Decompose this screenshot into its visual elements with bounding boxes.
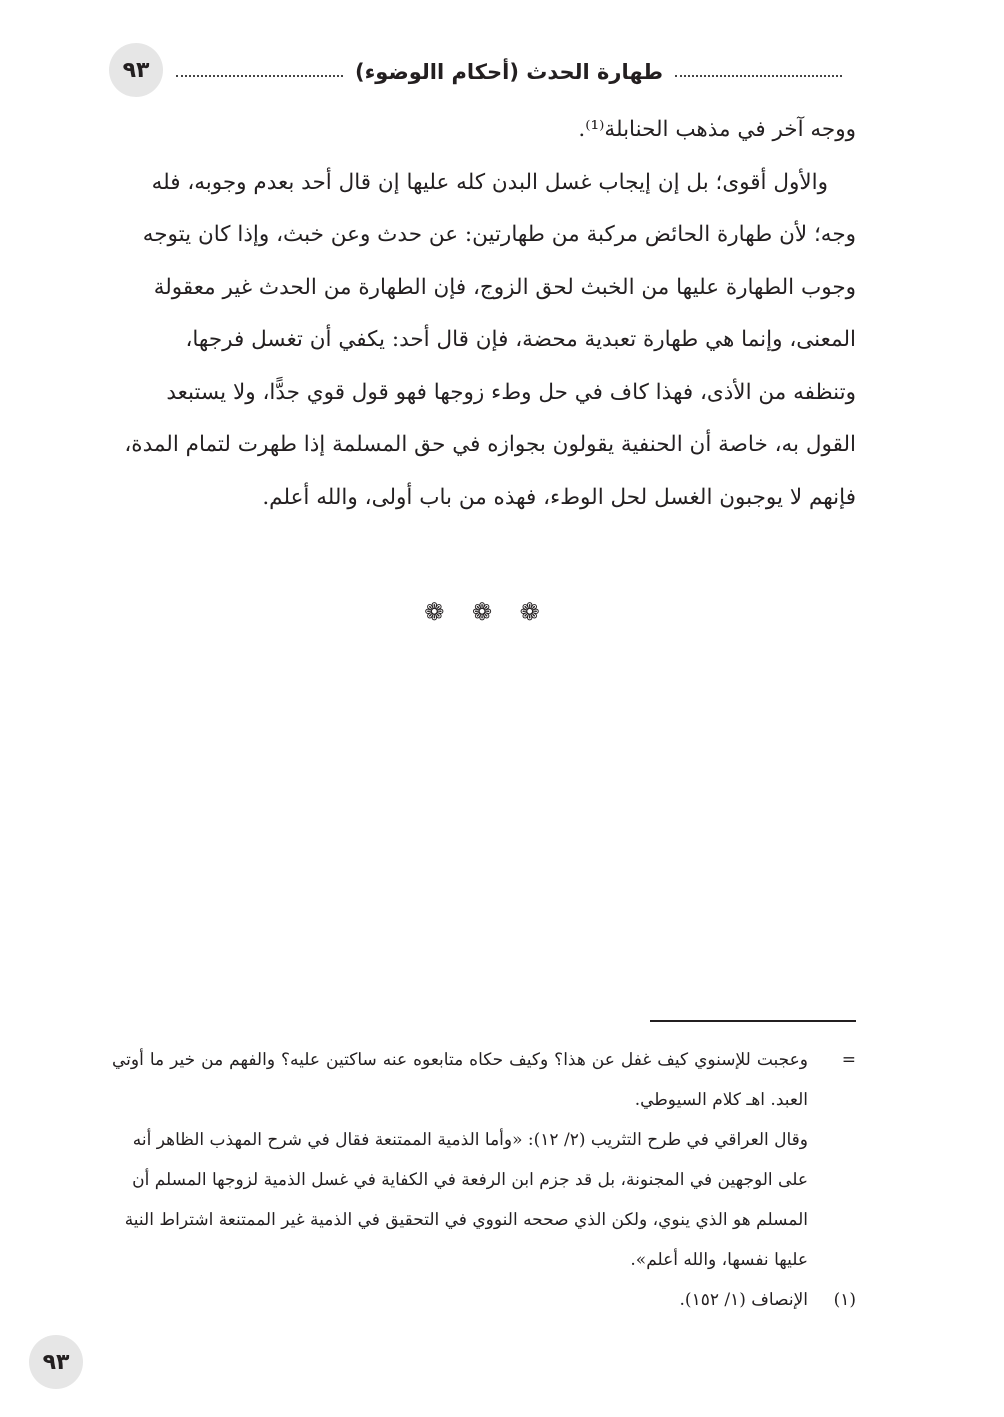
header-title: طهارة الحدث (أحكام االوضوء) — [354, 60, 664, 84]
footnotes — [112, 1040, 860, 1320]
header-dotted-leader-left — [176, 75, 343, 77]
footnote-1-marker: (١) — [833, 1290, 856, 1310]
footnote-continuation-marker: = — [841, 1050, 856, 1070]
body-paragraph-2: والأول أقوى؛ بل إن إيجاب غسل البدن كله عليها إن قال أحد بعدم وجوبه، فله وجه؛ لأن طهارة الحائض مركبة من طهارتين: عن حدث وعن خبث، وإذا كان يتوجه وجوب الطهارة عليها من الخبث لحق الزوج، فإن الطهارة من الحدث غير معقولة المعنى، وإنما هي طهارة تعبدية محضة، فإن قال أحد: يكفي أن تغسل فرجها، وتنظفه من الأذى، فهذا كاف في حل وطء زوجها فهو قول قوي جدًّا، ولا يستبعد القول به، خاصة أن الحنفية يقولون بجوازه في حق المسلمة إذا طهرت لتمام المدة، فإنهم لا يوجبون الغسل لحل الوطء، فهذه من باب أولى، والله أعلم. — [124, 169, 856, 510]
footnote-1-text: الإنصاف (١/ ١٥٢). — [679, 1290, 808, 1310]
section-separator-flowers: ❁ ❁ ❁ — [424, 598, 550, 626]
footnote-1 — [112, 1280, 860, 1320]
footer-page-number: ٩٣ — [29, 1335, 83, 1389]
header-page-number: ٩٣ — [109, 43, 163, 97]
footnote-paragraph-1: وعجبت للإسنوي كيف غفل عن هذا؟ وكيف حكاه متابعوه عنه ساكتين عليه؟ والفهم من خير ما أوتي العبد. اهـ كلام السيوطي. — [112, 1050, 808, 1110]
footnote-rule — [650, 1020, 856, 1022]
header-dotted-leader-right — [675, 75, 842, 77]
footnote-paragraph-2: وقال العراقي في طرح التثريب (٢/ ١٢): «وأما الذمية الممتنعة فقال في شرح المهذب الظاهر أنه على الوجهين في المجنونة، بل قد جزم ابن الرفعة في الكفاية في غسل الذمية لزوجها المسلم أن المسلم هو الذي ينوي، ولكن الذي صححه النووي في التحقيق في الذمية غير الممتنعة اشتراط النية عليها نفسها، والله أعلم». — [124, 1130, 808, 1270]
main-text — [118, 104, 856, 524]
footnote-continuation — [112, 1040, 860, 1280]
body-paragraph-1: ووجه آخر في مذهب الحنابلة⁽¹⁾. — [578, 117, 856, 142]
running-header — [176, 52, 842, 92]
